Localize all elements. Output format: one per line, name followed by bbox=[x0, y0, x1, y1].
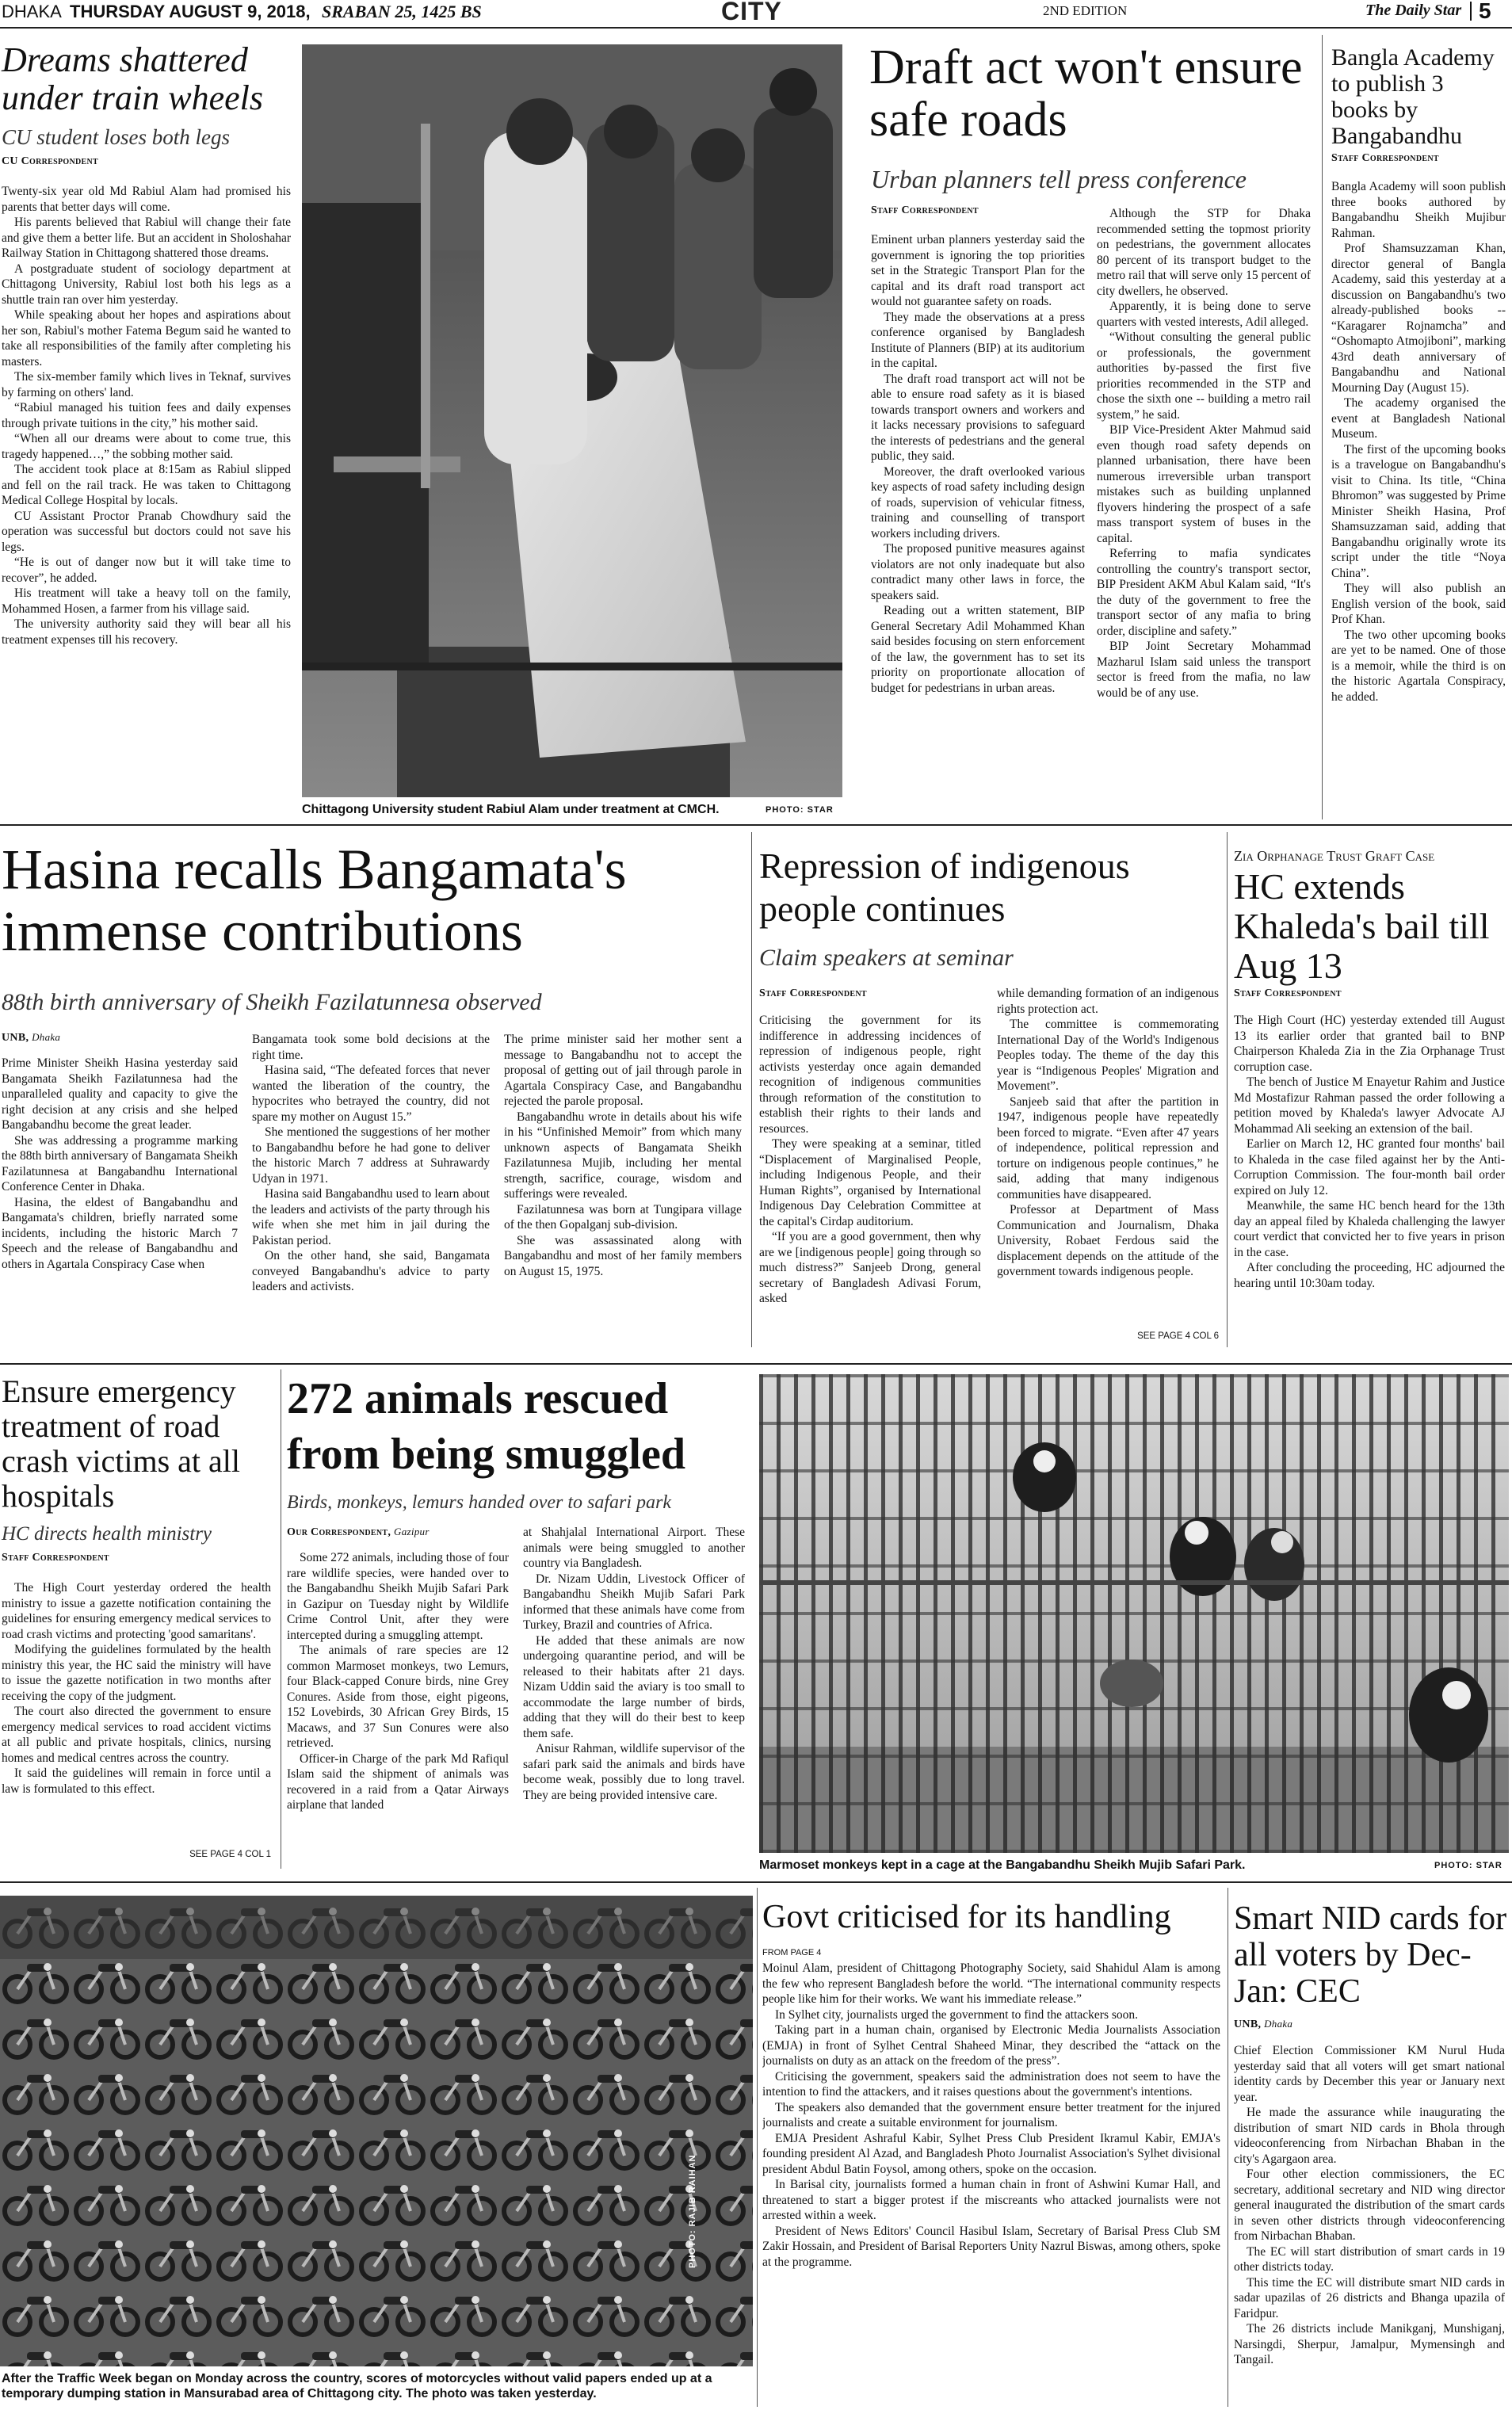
animals-byline-name: Our Correspondent bbox=[287, 1526, 388, 1538]
nid-para: The EC will start distribution of smart cards in 19 other districts today. bbox=[1234, 2244, 1505, 2274]
hasina-para: Bangamata took some bold decisions at the right time. bbox=[252, 1033, 490, 1062]
crash-deck: HC directs health ministry bbox=[2, 1523, 212, 1545]
animals-para: The animals of rare species are 12 common Marmoset monkeys, two Lemurs, four Black-capped Conure birds, nine Grey Conures. Aside from those, eight pigeons, 152 Lovebirds, 30 African Grey Birds, 15 Macaws, and 37 Sun Conures were also retrieved. bbox=[287, 1644, 509, 1750]
nid-para: Four other election commissioners, the EC secretary, additional secretary and NID wing director general inaugurated the distribution of the smart cards in seven other districts through videoconferencing from Nirbachan Bhaban. bbox=[1234, 2167, 1505, 2243]
section-name: CITY bbox=[721, 0, 782, 25]
draft-byline: Staff Correspondent bbox=[871, 204, 979, 216]
indigenous-para: while demanding formation of an indigenous rights protection act. bbox=[997, 987, 1219, 1016]
draft-para: BIP Joint Secretary Mohammad Mazharul Islam said unless the transport sector is freed from the mafia, no law would be of any use. bbox=[1097, 640, 1311, 700]
academy-headline: Bangla Academy to publish 3 books by Bangabandhu bbox=[1331, 44, 1495, 149]
bail-para: Meanwhile, the same HC bench heard for the 13th day an appeal filed by Khaleda challenging the lawyer court verdict that convicted her to five years in prison in the case. bbox=[1234, 1199, 1505, 1259]
draft-para: The draft road transport act will not be able to ensure road safety as it is biased towards transport owners and workers and it lacks necessary provisions to safeguard the interests of pedestrians and the general public, they said. bbox=[871, 372, 1085, 463]
indigenous-deck: Claim speakers at seminar bbox=[759, 945, 1014, 971]
cage-photo bbox=[759, 1374, 1509, 1853]
crash-para: The High Court yesterday ordered the health ministry to issue a gazette notification containing the guidelines for ensuring emergency medical services to road crash victims and protecting 'good samaritans'. bbox=[2, 1581, 271, 1641]
animals-para: Officer-in Charge of the park Md Rafiqul Islam said the shipment of animals was recovered in a raid from a Qatar Airways airplane that landed bbox=[287, 1751, 509, 1812]
motorcycles-photo-illustration bbox=[0, 1896, 753, 2366]
govt-para: Criticising the government, speakers said the administration does not seem to have the intention to find the attackers, and it raises questions about the government's intentions. bbox=[762, 2069, 1220, 2099]
hasina-para: Hasina, the eldest of Bangabandhu and Bangamata's children, briefly narrated some incidents, including the historic March 7 Speech and the release of Bangabandhu and others in Agartala Conspiracy Case when bbox=[2, 1195, 238, 1271]
crash-para: Modifying the guidelines formulated by the health ministry this year, the HC said the ministry will have to issue the gazette notification in two months after receiving the copy of the judgment. bbox=[2, 1643, 271, 1703]
hasina-para: Prime Minister Sheikh Hasina yesterday said Bangamata Sheikh Fazilatunnesa had the unparalleled quality and capacity to give the right decision at any crisis and she helped Bangabandhu become the great leader. bbox=[2, 1056, 238, 1132]
hasina-para: Hasina said, “The defeated forces that never wanted the liberation of the country, the hypocrites who betrayed the country, did not spare my mother on August 15.” bbox=[252, 1064, 490, 1124]
nid-byline-location: Dhaka bbox=[1264, 2018, 1293, 2030]
academy-para: The two other upcoming books are yet to be named. One of those is a memoir, while the third is on the historic Agartala Conspiracy, he added. bbox=[1331, 628, 1506, 704]
indigenous-para: They were speaking at a seminar, titled “Displacement of Marginalised People, including Indigenous People, and their Human Rights”, organised by International Indigenous Day Celebration Committee at the capital's Cirdap auditorium. bbox=[759, 1137, 981, 1228]
masthead-rule bbox=[0, 27, 1512, 29]
animals-para: Dr. Nizam Uddin, Livestock Officer of Bangabandhu Sheikh Mujib Safari Park informed that these animals have come from Turkey, Brazil and countries of Africa. bbox=[523, 1572, 745, 1632]
train-para: “When all our dreams were about to come true, this tragedy happened…,” the sobbing mother said. bbox=[2, 432, 291, 461]
hospital-photo-credit: PHOTO: STAR bbox=[766, 805, 834, 815]
train-para: “Rabiul managed his tuition fees and daily expenses through private tuitions in the city,” his mother said. bbox=[2, 401, 291, 430]
bail-para: The High Court (HC) yesterday extended till August 13 its earlier order that granted bail to BNP Chairperson Khaleda Zia in the Zia Orphanage Trust corruption case. bbox=[1234, 1014, 1505, 1074]
cage-photo-illustration bbox=[759, 1374, 1509, 1853]
hospital-photo-illustration bbox=[302, 44, 842, 797]
paper-name: The Daily Star bbox=[1365, 2, 1462, 19]
cage-photo-credit: PHOTO: STAR bbox=[1434, 1861, 1502, 1870]
nid-byline-agency: UNB bbox=[1234, 2019, 1258, 2030]
animals-headline: 272 animals rescued from being smuggled bbox=[287, 1374, 685, 1479]
bail-kicker: Zia Orphanage Trust Graft Case bbox=[1234, 848, 1435, 864]
govt-para: In Barisal city, journalists formed a human chain in front of Ashwini Kumar Hall, and threatened to start a bigger protest if the miscreants who attacked journalists were not arrested within a week. bbox=[762, 2178, 1220, 2222]
crash-jump[interactable]: SEE PAGE 4 COL 1 bbox=[189, 1850, 271, 1859]
nid-para: This time the EC will distribute smart NID cards in sadar upazilas of 26 districts and Bhanga upazila of Faridpur. bbox=[1234, 2275, 1505, 2320]
hasina-para: The prime minister said her mother sent a message to Bangabandhu not to accept the proposal of getting out of jail through parole in Agartala Conspiracy Case, and Bangabandhu rejected the parole proposal. bbox=[504, 1033, 742, 1108]
hasina-col-3 bbox=[504, 1032, 742, 1349]
animals-byline-location: Gazipur bbox=[394, 1526, 430, 1537]
nid-byline: UNB, Dhaka bbox=[1234, 2018, 1293, 2030]
animals-para: Some 272 animals, including those of four rare wildlife species, were handed over to the Bangabandhu Sheikh Mujib Safari Park in Gazipur on Tuesday night by Wildlife Crime Control Unit, after they were intercepted during a smuggling attempt. bbox=[287, 1551, 509, 1642]
hasina-deck: 88th birth anniversary of Sheikh Fazilatunnesa observed bbox=[2, 989, 542, 1015]
column-rule bbox=[1227, 832, 1228, 1347]
hasina-byline-location: Dhaka bbox=[32, 1031, 61, 1043]
hospital-photo bbox=[302, 44, 842, 797]
academy-para: The first of the upcoming books is a travelogue on Bangabandhu's visit to China. Its title, “China Bhromon” was suggested by Prime Minister Sheikh Hasina, Prof Shamsuzzaman said, adding that Bangabandhu originally wrote its script under the title “Noya China”. bbox=[1331, 442, 1506, 580]
govt-para: President of News Editors' Council Hasibul Islam, Secretary of Barisal Press Club SM Zakir Hossain, and President of Barisal Reporters Unity Nazrul Biswas, among others, spoke at the programme. bbox=[762, 2224, 1220, 2269]
academy-para: Bangla Academy will soon publish three books authored by Bangabandhu Sheikh Mujibur Rahman. bbox=[1331, 180, 1506, 240]
animals-para: at Shahjalal International Airport. These animals were being smuggled to another country via Bangladesh. bbox=[523, 1526, 745, 1570]
page-number: 5 bbox=[1479, 0, 1491, 23]
train-para: A postgraduate student of sociology department at Chittagong University, Rabiul lost both his legs as a shuttle train ran over him yesterday. bbox=[2, 262, 291, 307]
indigenous-jump[interactable]: SEE PAGE 4 COL 6 bbox=[1137, 1331, 1219, 1341]
indigenous-para: Sanjeeb said that after the partition in 1947, indigenous people have repeatedly been forced to migrate. “Even after 47 years of independence, political repression and torture on indigenous people continues,” he said, adding that many indigenous communities have disappeared. bbox=[997, 1094, 1219, 1201]
animals-col-1 bbox=[287, 1550, 509, 1861]
draft-para: Although the STP for Dhaka recommended setting the topmost priority on pedestrians, the government allocates 80 percent of its transport budget to the metro rail that will serve only 15 percent of city dwellers, he observed. bbox=[1097, 207, 1311, 298]
draft-col-2 bbox=[1097, 206, 1311, 819]
draft-para: The proposed punitive measures against violators are not only inadequate but also contradict many other laws in force, the speakers said. bbox=[871, 542, 1085, 602]
bail-byline: Staff Correspondent bbox=[1234, 987, 1342, 999]
draft-para: Reading out a written statement, BIP General Secretary Adil Mohammed Khan said besides focusing on stern enforcement of the law, the government has to set its priority on proportionate allocation of budget for pedestrians in urban areas. bbox=[871, 604, 1085, 695]
animals-para: He added that these animals are now undergoing quarantine period, and will be released to their habitats after 21 days. Nizam Uddin said the aviary is too small to accommodate the large number of birds, adding that they will do their best to keep them safe. bbox=[523, 1633, 745, 1740]
nid-para: He made the assurance while inaugurating the distribution of smart NID cards in Bhola through videoconferencing from Nirbachan Bhaban in the city's Agargaon area. bbox=[1234, 2106, 1505, 2166]
train-body bbox=[2, 184, 291, 816]
indigenous-headline: Repression of indigenous people continues bbox=[759, 846, 1130, 929]
draft-para: Eminent urban planners yesterday said the government is ignoring the top priorities set in the Strategic Transport Plan for the capital and its draft road transport act would not guarantee safety on roads. bbox=[871, 233, 1085, 308]
animals-byline: Our Correspondent, Gazipur bbox=[287, 1526, 430, 1538]
animals-para: Anisur Rahman, wildlife supervisor of the safari park said the animals and birds have become weak, possibly due to long travel. They are being provided intensive care. bbox=[523, 1742, 745, 1802]
motorcycles-photo-credit: PHOTO: RAJIB RAIHAN bbox=[688, 2154, 697, 2268]
bail-para: Earlier on March 12, HC granted four months' bail to Khaleda in the case filed against her by the Anti-Corruption Commission. The four-month bail order expired on July 12. bbox=[1234, 1137, 1505, 1197]
train-para: Twenty-six year old Md Rabiul Alam had promised his parents that better days will come. bbox=[2, 185, 291, 214]
draft-para: Referring to mafia syndicates controlling the country's transport sector, BIP President AKM Abul Kalam said, “It's the duty of the government to free the transport sector of any mafia to bring order, discipline and safety.” bbox=[1097, 547, 1311, 638]
academy-byline: Staff Correspondent bbox=[1331, 152, 1439, 164]
bail-headline: HC extends Khaleda's bail till Aug 13 bbox=[1234, 866, 1490, 986]
crash-para: The court also directed the government to ensure emergency medical services to road accident victims at all public and private hospitals, clinics, nursing homes and medical centres across the country. bbox=[2, 1705, 271, 1765]
hasina-para: Bangabandhu wrote in details about his wife in his “Unfinished Memoir” from which many unknown aspects of Bangamata Sheikh Fazilatunnesa Mujib, including her mental strength, sacrifice, courage, wisdom and sufferings were revealed. bbox=[504, 1110, 742, 1201]
nid-body bbox=[1234, 2043, 1505, 2408]
train-para: While speaking about her hopes and aspirations about her son, Rabiul's mother Fatema Begum said he wanted to take all responsibilities of the family after completing his masters. bbox=[2, 308, 291, 369]
hasina-para: On the other hand, she said, Bangamata conveyed Bangabandhu's advice to party leaders and activists. bbox=[252, 1249, 490, 1293]
hasina-col-2 bbox=[252, 1032, 490, 1349]
page-number-divider bbox=[1470, 2, 1472, 21]
section-rule bbox=[0, 1881, 1512, 1883]
train-para: “He is out of danger now but it will take time to recover”, he added. bbox=[2, 556, 291, 585]
academy-para: They will also publish an English version of the book, said Prof Khan. bbox=[1331, 582, 1506, 626]
indigenous-para: Criticising the government for its indifference in addressing incidences of repression of indigenous people, right activists yesterday once again demanded recognition of indigenous communities through reformation of the constitution to establish their rights to their lands and resources. bbox=[759, 1014, 981, 1136]
govt-para: EMJA President Ashraful Kabir, Sylhet Press Club President Ikramul Kabir, EMJA's founding president Al Azad, and Bangladesh Photo Journalist Association's Sylhet divisional president Abdul Batin Foysol, among others, spoke on the occasion. bbox=[762, 2131, 1220, 2176]
column-rule bbox=[757, 1888, 758, 2407]
indigenous-col-2 bbox=[997, 986, 1219, 1327]
govt-para: In Sylhet city, journalists urged the government to find the attackers soon. bbox=[775, 2007, 1139, 2022]
hasina-headline: Hasina recalls Bangamata's immense contributions bbox=[2, 838, 627, 963]
train-para: The six-member family which lives in Teknaf, survives by farming on others' land. bbox=[2, 370, 291, 399]
edition-label: 2ND EDITION bbox=[1043, 3, 1128, 18]
draft-headline: Draft act won't ensure safe roads bbox=[869, 40, 1303, 147]
govt-headline: Govt criticised for its handling bbox=[762, 1899, 1171, 1935]
nid-para: Chief Election Commissioner KM Nurul Huda yesterday said that all voters will get smart national identity cards by December this year or January next year. bbox=[1234, 2044, 1505, 2104]
hasina-para: She mentioned the suggestions of her mother to Bangabandhu before he had gone to deliver the historic March 7 address at Suhrawardy Udyan in 1971. bbox=[252, 1125, 490, 1186]
govt-body bbox=[762, 1961, 1220, 2408]
train-para: CU Assistant Proctor Pranab Chowdhury said the operation was successful but doctors could not save his legs. bbox=[2, 509, 291, 554]
draft-para: BIP Vice-President Akter Mahmud said even though road safety depends on planned urbanisation, there have been numerous irreversible urban transport mistakes such as building unplanned flyovers hindering the prospect of a safe mass transport system of buses in the capital. bbox=[1097, 423, 1311, 545]
train-para: The accident took place at 8:15am as Rabiul slipped and fell on the rail track. He was taken to Chittagong Medical College Hospital by locals. bbox=[2, 463, 291, 507]
govt-from-page: FROM PAGE 4 bbox=[762, 1948, 822, 1957]
train-para: The university authority said they will bear all his treatment expenses till his recovery. bbox=[2, 617, 291, 647]
train-para: His treatment will take a heavy toll on the family, Mohammed Hosen, a farmer from his village said. bbox=[2, 586, 291, 616]
bail-para: The bench of Justice M Enayetur Rahim and Justice Md Mostafizur Rahman passed the order following a petition moved by Khaleda's lawyer Advocate AJ Mohammad Ali seeking an extension of the bail. bbox=[1234, 1075, 1505, 1136]
govt-para: The speakers also demanded that the government ensure better treatment for the injured journalists and create a suitable environment for journalism. bbox=[762, 2100, 1220, 2129]
draft-deck: Urban planners tell press conference bbox=[871, 165, 1247, 193]
academy-body bbox=[1331, 179, 1506, 819]
hasina-byline-agency: UNB bbox=[2, 1032, 26, 1044]
indigenous-para: The committee is commemorating International Day of the World's Indigenous Peoples today. The theme of the day this year is “Indigenous Peoples' Migration and Movement”. bbox=[997, 1018, 1219, 1093]
hasina-para: She was addressing a programme marking the 88th birth anniversary of Bangamata Sheikh Fazilatunnesa at Bangabandhu International Conference Center in Dhaka. bbox=[2, 1133, 238, 1194]
academy-para: Prof Shamsuzzaman Khan, director general of Bangla Academy, said this yesterday at a discussion on Bangabandhu's two already-published books -- “Karagarer Rojnamcha” and “Oshomapto Atmojiboni”, marking 43rd death anniversary of Bangabandhu and National Mourning Day (August 15). bbox=[1331, 242, 1506, 395]
draft-para: They made the observations at a press conference organised by Bangladesh Institute of Planners (BIP) at its auditorium in the capital. bbox=[871, 310, 1085, 370]
govt-para: Taking part in a human chain, organised by Electronic Media Journalists Association (EMJA) in front of Sylhet Central Shaheed Minar, they described the “attack on the journalists on duty as an attack on the freedom of the press”. bbox=[762, 2023, 1220, 2068]
masthead-date: THURSDAY AUGUST 9, 2018, bbox=[70, 2, 311, 21]
animals-col-2 bbox=[523, 1525, 745, 1861]
hasina-para: Hasina said Bangabandhu used to learn about the leaders and activists of the party through his wife when she met him in jail during the Pakistan period. bbox=[252, 1187, 490, 1247]
indigenous-byline: Staff Correspondent bbox=[759, 987, 867, 999]
indigenous-para: Professor at Department of Mass Communication and Journalism, Dhaka University, Robaet Ferdous said the displacement depends on the attitude of the government towards indigenous people. bbox=[997, 1203, 1219, 1278]
crash-para: It said the guidelines will remain in force until a law is formulated to this effect. bbox=[2, 1766, 271, 1796]
hasina-para: Fazilatunnesa was born at Tungipara village of the then Gopalganj sub-division. bbox=[504, 1202, 742, 1232]
crash-byline: Staff Correspondent bbox=[2, 1552, 109, 1564]
draft-col-1 bbox=[871, 232, 1085, 819]
crash-body bbox=[2, 1580, 271, 1842]
bail-body bbox=[1234, 1013, 1505, 1349]
animals-deck: Birds, monkeys, lemurs handed over to safari park bbox=[287, 1492, 672, 1513]
hospital-photo-caption: Chittagong University student Rabiul Alam under treatment at CMCH. bbox=[302, 803, 720, 816]
section-rule bbox=[0, 1363, 1512, 1365]
hasina-byline: UNB, Dhaka bbox=[2, 1031, 61, 1044]
nid-para: The 26 districts include Manikganj, Munshiganj, Narsingdi, Sherpur, Jamalpur, Mymensingh and Tangail. bbox=[1234, 2322, 1505, 2366]
indigenous-para: “If you are a good government, then why are we [indigenous people] going through so much distress?” Sanjeeb Drong, general secretary of Bangladesh Adivasi Forum, asked bbox=[759, 1230, 981, 1305]
column-rule bbox=[1322, 35, 1323, 819]
masthead-dateline: DHAKA bbox=[2, 2, 62, 21]
nid-headline: Smart NID cards for all voters by Dec-Jan: CEC bbox=[1234, 1900, 1507, 2010]
motorcycles-photo bbox=[0, 1896, 753, 2366]
govt-para: Moinul Alam, president of Chittagong Photography Society, said Shahidul Alam is among the few who represent Bangladesh before the world. “The international community respects people like him for their works. We want his immediate release.” bbox=[762, 1961, 1220, 2006]
draft-para: “Without consulting the general public or professionals, the government authorities by-passed the first five priorities recommended in the STP and chose the sixth one -- building a metro rail system,” he said. bbox=[1097, 330, 1311, 422]
indigenous-col-1 bbox=[759, 1013, 981, 1349]
motorcycles-photo-caption: After the Traffic Week began on Monday across the country, scores of motorcycles without valid papers ended up at a temporary dumping station in Mansurabad area of Chittagong city. The photo was taken yesterday. bbox=[2, 2372, 712, 2400]
hasina-col-1 bbox=[2, 1056, 238, 1349]
train-headline: Dreams shattered under train wheels bbox=[2, 40, 263, 117]
hasina-para: She was assassinated along with Bangabandhu and most of her family members on August 15, 1975. bbox=[504, 1233, 742, 1278]
masthead-bengali-date: SRABAN 25, 1425 BS bbox=[322, 2, 482, 21]
crash-headline: Ensure emergency treatment of road crash victims at all hospitals bbox=[2, 1373, 241, 1514]
train-para: His parents believed that Rabiul will change their fate and give them a better life. But an accident in Sholoshahar Railway Station in Chittagong shattered those dreams. bbox=[2, 216, 291, 260]
bail-para: After concluding the proceeding, HC adjourned the hearing until 10:30am today. bbox=[1234, 1261, 1505, 1290]
draft-para: Apparently, it is being done to serve quarters with vested interests, Adil alleged. bbox=[1097, 300, 1311, 329]
academy-para: The academy organised the event at Bangladesh National Museum. bbox=[1331, 396, 1506, 441]
cage-photo-caption: Marmoset monkeys kept in a cage at the Bangabandhu Sheikh Mujib Safari Park. bbox=[759, 1858, 1246, 1872]
train-deck: CU student loses both legs bbox=[2, 125, 230, 149]
column-rule bbox=[751, 832, 752, 1347]
masthead bbox=[0, 0, 1512, 29]
draft-para: Moreover, the draft overlooked various key aspects of road safety including design of roads, supervision of vehicular fitness, training and counselling of transport workers including drivers. bbox=[871, 464, 1085, 540]
section-rule bbox=[0, 824, 1512, 826]
train-byline: CU Correspondent bbox=[2, 155, 98, 167]
